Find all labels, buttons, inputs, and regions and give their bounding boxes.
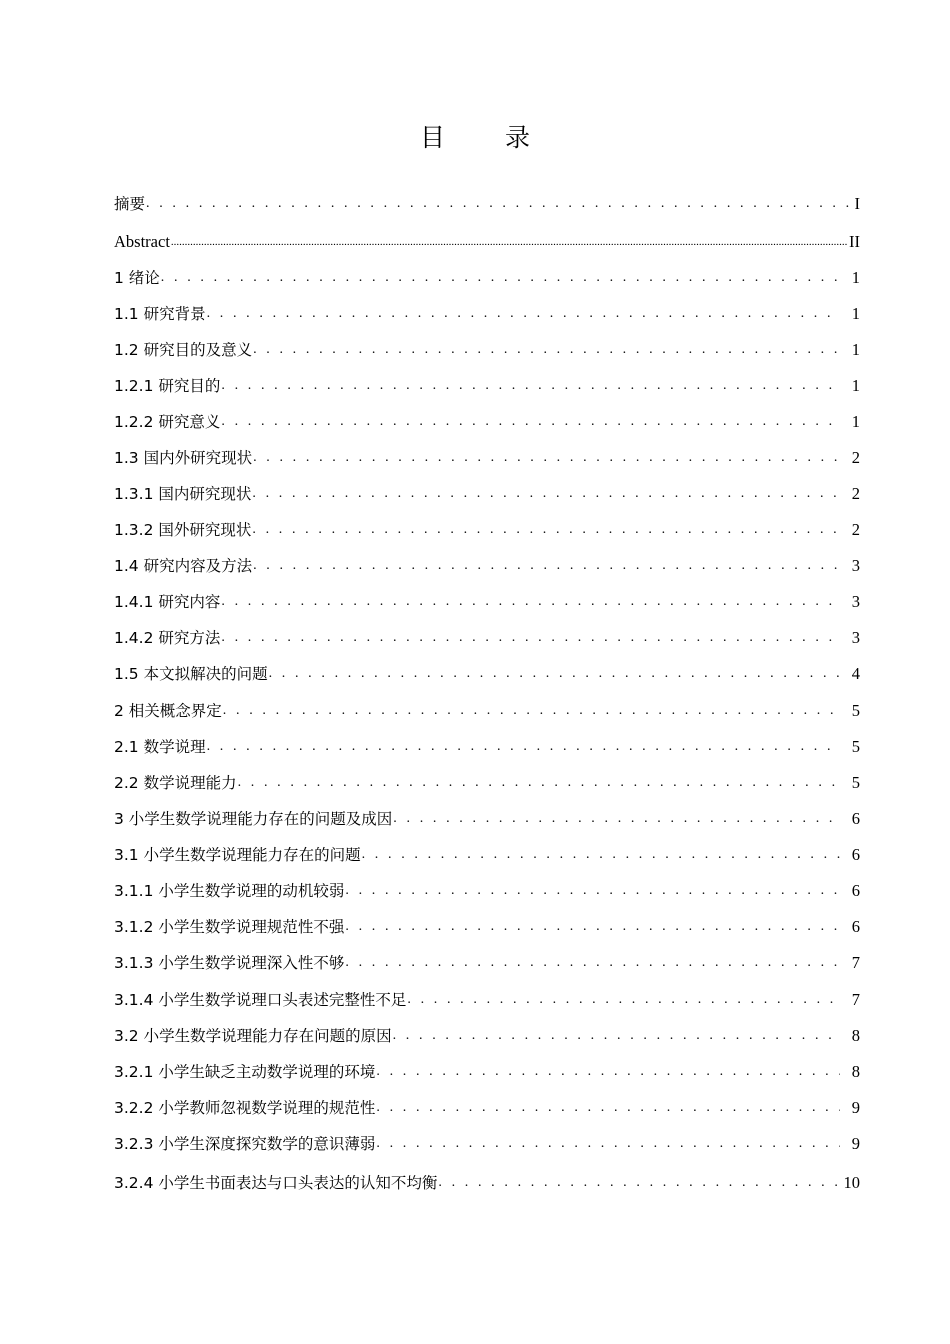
toc-page-number: 1 bbox=[851, 412, 860, 431]
toc-page-number: 1 bbox=[851, 376, 860, 395]
toc-entry-label: 3.2.4 小学生书面表达与口头表达的认知不均衡 bbox=[114, 1174, 438, 1192]
toc-entry-label: 1.3.2 国外研究现状 bbox=[114, 521, 252, 539]
toc-entry[interactable] bbox=[114, 947, 860, 973]
toc-page-number: 7 bbox=[851, 953, 860, 972]
toc-entry[interactable] bbox=[114, 767, 860, 793]
toc-entry-label: 1.5 本文拟解决的问题 bbox=[114, 665, 268, 683]
toc-entry[interactable] bbox=[114, 695, 860, 721]
toc-entry-label: 3.1.3 小学生数学说理深入性不够 bbox=[114, 954, 345, 972]
toc-entry-label: 1.1 研究背景 bbox=[114, 305, 206, 323]
toc-entry-label: 1.2 研究目的及意义 bbox=[114, 341, 253, 359]
toc-entry-label: Abstract bbox=[114, 232, 170, 251]
toc-entry-label: 3.2 小学生数学说理能力存在问题的原因 bbox=[114, 1027, 392, 1045]
toc-entry[interactable] bbox=[114, 550, 860, 576]
toc-page-number: 2 bbox=[851, 520, 860, 539]
toc-dot-leader bbox=[393, 809, 840, 829]
toc-entry[interactable] bbox=[114, 1167, 860, 1193]
toc-entry[interactable] bbox=[114, 622, 860, 648]
toc-page-number: 6 bbox=[851, 917, 860, 936]
toc-entry[interactable] bbox=[114, 334, 860, 360]
toc-entry[interactable] bbox=[114, 298, 860, 324]
toc-entry[interactable] bbox=[114, 478, 860, 504]
toc-page-number: 6 bbox=[851, 881, 860, 900]
toc-entry[interactable] bbox=[114, 731, 860, 757]
toc-page-number: 6 bbox=[851, 845, 860, 864]
toc-entry-label: 3.1.4 小学生数学说理口头表述完整性不足 bbox=[114, 991, 407, 1009]
toc-entry-label: 1.2.2 研究意义 bbox=[114, 413, 221, 431]
toc-page-number: 5 bbox=[851, 701, 860, 720]
toc-dot-leader bbox=[171, 232, 847, 252]
toc-dot-leader bbox=[221, 628, 840, 648]
toc-dot-leader bbox=[345, 953, 840, 973]
toc-page-number: 2 bbox=[851, 484, 860, 503]
toc-dot-leader bbox=[146, 194, 852, 214]
toc-page-number: 7 bbox=[851, 990, 860, 1009]
toc-page-number: 1 bbox=[851, 268, 860, 287]
toc-entry[interactable] bbox=[114, 262, 860, 288]
toc-entry[interactable] bbox=[114, 1056, 860, 1082]
toc-entry[interactable] bbox=[114, 188, 860, 214]
toc-title: 目 录 bbox=[420, 123, 556, 152]
toc-dot-leader bbox=[376, 1062, 840, 1082]
toc-dot-leader bbox=[345, 917, 840, 937]
toc-page-number: 8 bbox=[851, 1026, 860, 1045]
toc-entry-label: 2 相关概念界定 bbox=[114, 702, 222, 720]
toc-dot-leader bbox=[253, 448, 840, 468]
toc-dot-leader bbox=[376, 1098, 840, 1118]
toc-page-number: II bbox=[849, 232, 860, 251]
toc-entry[interactable] bbox=[114, 442, 860, 468]
toc-dot-leader bbox=[252, 520, 840, 540]
toc-page-number: 3 bbox=[851, 628, 860, 647]
toc-page-number: 4 bbox=[851, 664, 860, 683]
toc-entry-label: 3.1.1 小学生数学说理的动机较弱 bbox=[114, 882, 345, 900]
toc-entry-label: 1.4.1 研究内容 bbox=[114, 593, 221, 611]
toc-dot-leader bbox=[161, 268, 840, 288]
toc-entry-label: 1.2.1 研究目的 bbox=[114, 377, 221, 395]
toc-entry-label: 3 小学生数学说理能力存在的问题及成因 bbox=[114, 810, 393, 828]
toc-entry-label: 1.4 研究内容及方法 bbox=[114, 557, 253, 575]
toc-entry[interactable] bbox=[114, 803, 860, 829]
toc-entry-label: 3.1 小学生数学说理能力存在的问题 bbox=[114, 846, 361, 864]
toc-page-number: 9 bbox=[851, 1098, 860, 1117]
toc-entry[interactable] bbox=[114, 514, 860, 540]
toc-page-number: 5 bbox=[851, 773, 860, 792]
toc-dot-leader bbox=[207, 304, 840, 324]
toc-page-number: 3 bbox=[851, 592, 860, 611]
toc-page-number: 2 bbox=[851, 448, 860, 467]
toc-page-number: 8 bbox=[851, 1062, 860, 1081]
toc-entry-label: 2.1 数学说理 bbox=[114, 738, 206, 756]
toc-page-number: 1 bbox=[851, 340, 860, 359]
toc-entry[interactable] bbox=[114, 1092, 860, 1118]
toc-dot-leader bbox=[376, 1134, 840, 1154]
toc-dot-leader bbox=[362, 845, 840, 865]
toc-entry[interactable] bbox=[114, 1128, 860, 1154]
toc-dot-leader bbox=[253, 556, 840, 576]
toc-entry-label: 1.3.1 国内研究现状 bbox=[114, 485, 252, 503]
toc-dot-leader bbox=[221, 592, 840, 612]
toc-page-number: 3 bbox=[851, 556, 860, 575]
toc-page-number: 5 bbox=[851, 737, 860, 756]
toc-entry-label: 摘要 bbox=[114, 195, 146, 213]
toc-entry-label: 3.2.1 小学生缺乏主动数学说理的环境 bbox=[114, 1063, 376, 1081]
toc-dot-leader bbox=[407, 990, 840, 1010]
toc-dot-leader bbox=[252, 484, 840, 504]
toc-dot-leader bbox=[269, 664, 840, 684]
toc-entry[interactable] bbox=[114, 839, 860, 865]
toc-dot-leader bbox=[221, 376, 840, 396]
toc-entry-label: 1.4.2 研究方法 bbox=[114, 629, 221, 647]
toc-entry-label: 1 绪论 bbox=[114, 269, 160, 287]
toc-entry-label: 3.2.2 小学教师忽视数学说理的规范性 bbox=[114, 1099, 376, 1117]
toc-dot-leader bbox=[207, 737, 840, 757]
toc-entry[interactable] bbox=[114, 658, 860, 684]
toc-entry[interactable] bbox=[114, 984, 860, 1010]
toc-entry-label: 3.2.3 小学生深度探究数学的意识薄弱 bbox=[114, 1135, 376, 1153]
toc-page-number: 9 bbox=[851, 1134, 860, 1153]
toc-dot-leader bbox=[221, 412, 840, 432]
toc-entry[interactable] bbox=[114, 911, 860, 937]
toc-entry[interactable] bbox=[114, 586, 860, 612]
toc-page-number: 10 bbox=[843, 1173, 860, 1192]
toc-entry-label: 2.2 数学说理能力 bbox=[114, 774, 237, 792]
toc-entry[interactable] bbox=[114, 370, 860, 396]
toc-entry[interactable] bbox=[114, 406, 860, 432]
toc-dot-leader bbox=[393, 1026, 840, 1046]
toc-dot-leader bbox=[253, 340, 840, 360]
toc-dot-leader bbox=[238, 773, 840, 793]
toc-dot-leader bbox=[345, 881, 840, 901]
toc-entry-label: 1.3 国内外研究现状 bbox=[114, 449, 253, 467]
toc-page-number: I bbox=[854, 194, 860, 213]
toc-entry-label: 3.1.2 小学生数学说理规范性不强 bbox=[114, 918, 345, 936]
toc-dot-leader bbox=[223, 701, 840, 721]
toc-page-number: 1 bbox=[851, 304, 860, 323]
toc-page-number: 6 bbox=[851, 809, 860, 828]
toc-entry[interactable] bbox=[114, 1020, 860, 1046]
toc-dot-leader bbox=[438, 1173, 837, 1193]
toc-entry[interactable] bbox=[114, 875, 860, 901]
toc-entry[interactable] bbox=[114, 226, 860, 252]
